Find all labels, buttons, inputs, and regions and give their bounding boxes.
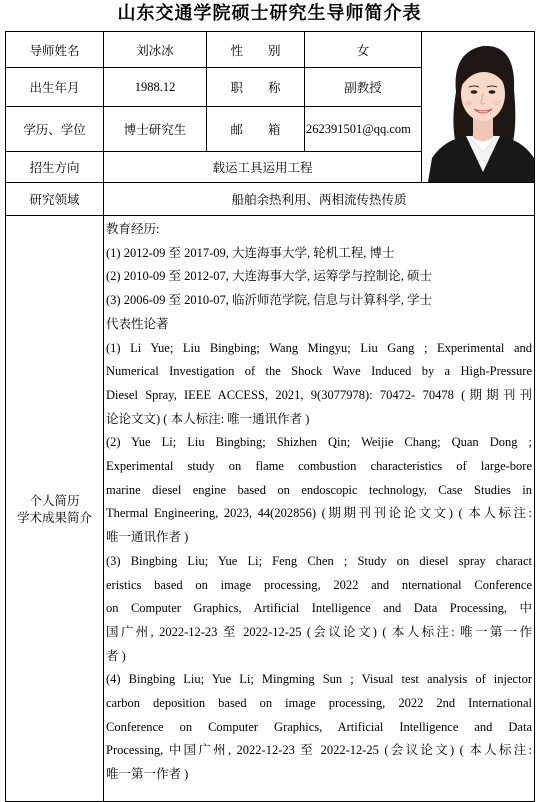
email-label: 邮 箱 [207, 107, 305, 152]
resume-line: 代表性论著 [106, 316, 169, 331]
resume-content [104, 216, 535, 802]
row-research-field [6, 183, 535, 216]
resume-label-line1: 个人简历 [29, 492, 80, 508]
resume-line: (3) Bingbing Liu; Yue Li; Feng Chen ; Study on diesel spray charact [106, 553, 532, 568]
resume-line: Numerical Investigation of the Shock Wave Induced by a High-Pressure [106, 364, 532, 379]
resume-line: Experimental study on flame combustion characteristics of large-bore [106, 459, 532, 474]
resume-label-line2: 学术成果简介 [16, 509, 92, 525]
document-title: 山东交通学院硕士研究生导师简介表 [117, 3, 422, 24]
name-label: 导师姓名 [6, 32, 104, 68]
gender-value: 女 [305, 32, 422, 68]
resume-line: (2) 2010-09 至 2012-07, 大连海事大学, 运筹学与控制论, 硕士 [106, 269, 433, 284]
resume-line: Thermal Engineering, 2023, 44(202856) (期期刊刊论论文文) ( 本人标注: [106, 506, 532, 521]
gender-label: 性 别 [207, 32, 305, 68]
resume-line: 国广州, 2022-12-23 至 2022-12-25 (会议论文) ( 本人标注: 唯一第一作 [106, 624, 532, 639]
resume-line: 者 ) [106, 648, 126, 663]
resume-line: (2) Yue Li; Liu Bingbing; Shizhen Qin; Weijie Chang; Quan Dong ; [106, 435, 532, 450]
resume-line: 教育经历: [106, 222, 160, 236]
field-label: 研究领域 [6, 183, 104, 216]
resume-line: (4) Bingbing Liu; Yue Li; Mingming Sun ; Visual test analysis of injector [106, 672, 532, 687]
resume-line: eristics based on image processing, 2022 and nternational Conference [106, 577, 532, 592]
direction-label: 招生方向 [6, 152, 104, 183]
resume-line: marine diesel engine based on endoscopic technology, Case Studies in [106, 482, 532, 497]
resume-line: (1) Li Yue; Liu Bingbing; Wang Mingyu; Liu Gang ; Experimental and [106, 340, 532, 355]
job-title-value: 副教授 [305, 68, 422, 107]
resume-line: 唯一第一作者 ) [106, 767, 189, 782]
email-value: 262391501@qq.com [305, 107, 422, 152]
direction-value: 载运工具运用工程 [104, 152, 422, 183]
job-title-label: 职 称 [207, 68, 305, 107]
profile-table [5, 31, 535, 802]
name-value: 刘冰冰 [104, 32, 207, 68]
resume-line: 论论文文) ( 本人标注: 唯一通讯作者 ) [106, 411, 310, 426]
portrait-image [422, 32, 535, 182]
birth-label: 出生年月 [6, 68, 104, 107]
birth-value: 1988.12 [104, 68, 207, 107]
resume-line: Conference on Computer Graphics, Artificial Intelligence and Data [106, 719, 532, 734]
education-value: 博士研究生 [104, 107, 207, 152]
resume-line: (3) 2006-09 至 2010-07, 临沂师范学院, 信息与计算科学, 学士 [106, 293, 433, 308]
resume-line: Diesel Spray, IEEE ACCESS, 2021, 9(3077978): 70472- 70478 (期期刊刊 [106, 387, 532, 402]
portrait-photo [422, 32, 535, 182]
row-name [6, 32, 535, 68]
resume-label [6, 216, 104, 802]
photo-cell [422, 32, 535, 183]
row-resume [6, 216, 535, 802]
resume-line: on Computer Graphics, Artificial Intelligence and Data Processing, 中 [106, 601, 532, 616]
resume-line: 唯一通讯作者 ) [106, 530, 189, 545]
field-value: 船舶余热利用、两相流传热传质 [104, 183, 535, 216]
resume-line: Processing, 中国广州, 2022-12-23 至 2022-12-25 (会议论文) ( 本人标注: [106, 743, 532, 758]
resume-line: (1) 2012-09 至 2017-09, 大连海事大学, 轮机工程, 博士 [106, 245, 395, 260]
resume-line: carbon deposition based on image processing, 2022 2nd International [106, 696, 532, 711]
education-label: 学历、学位 [6, 107, 104, 152]
